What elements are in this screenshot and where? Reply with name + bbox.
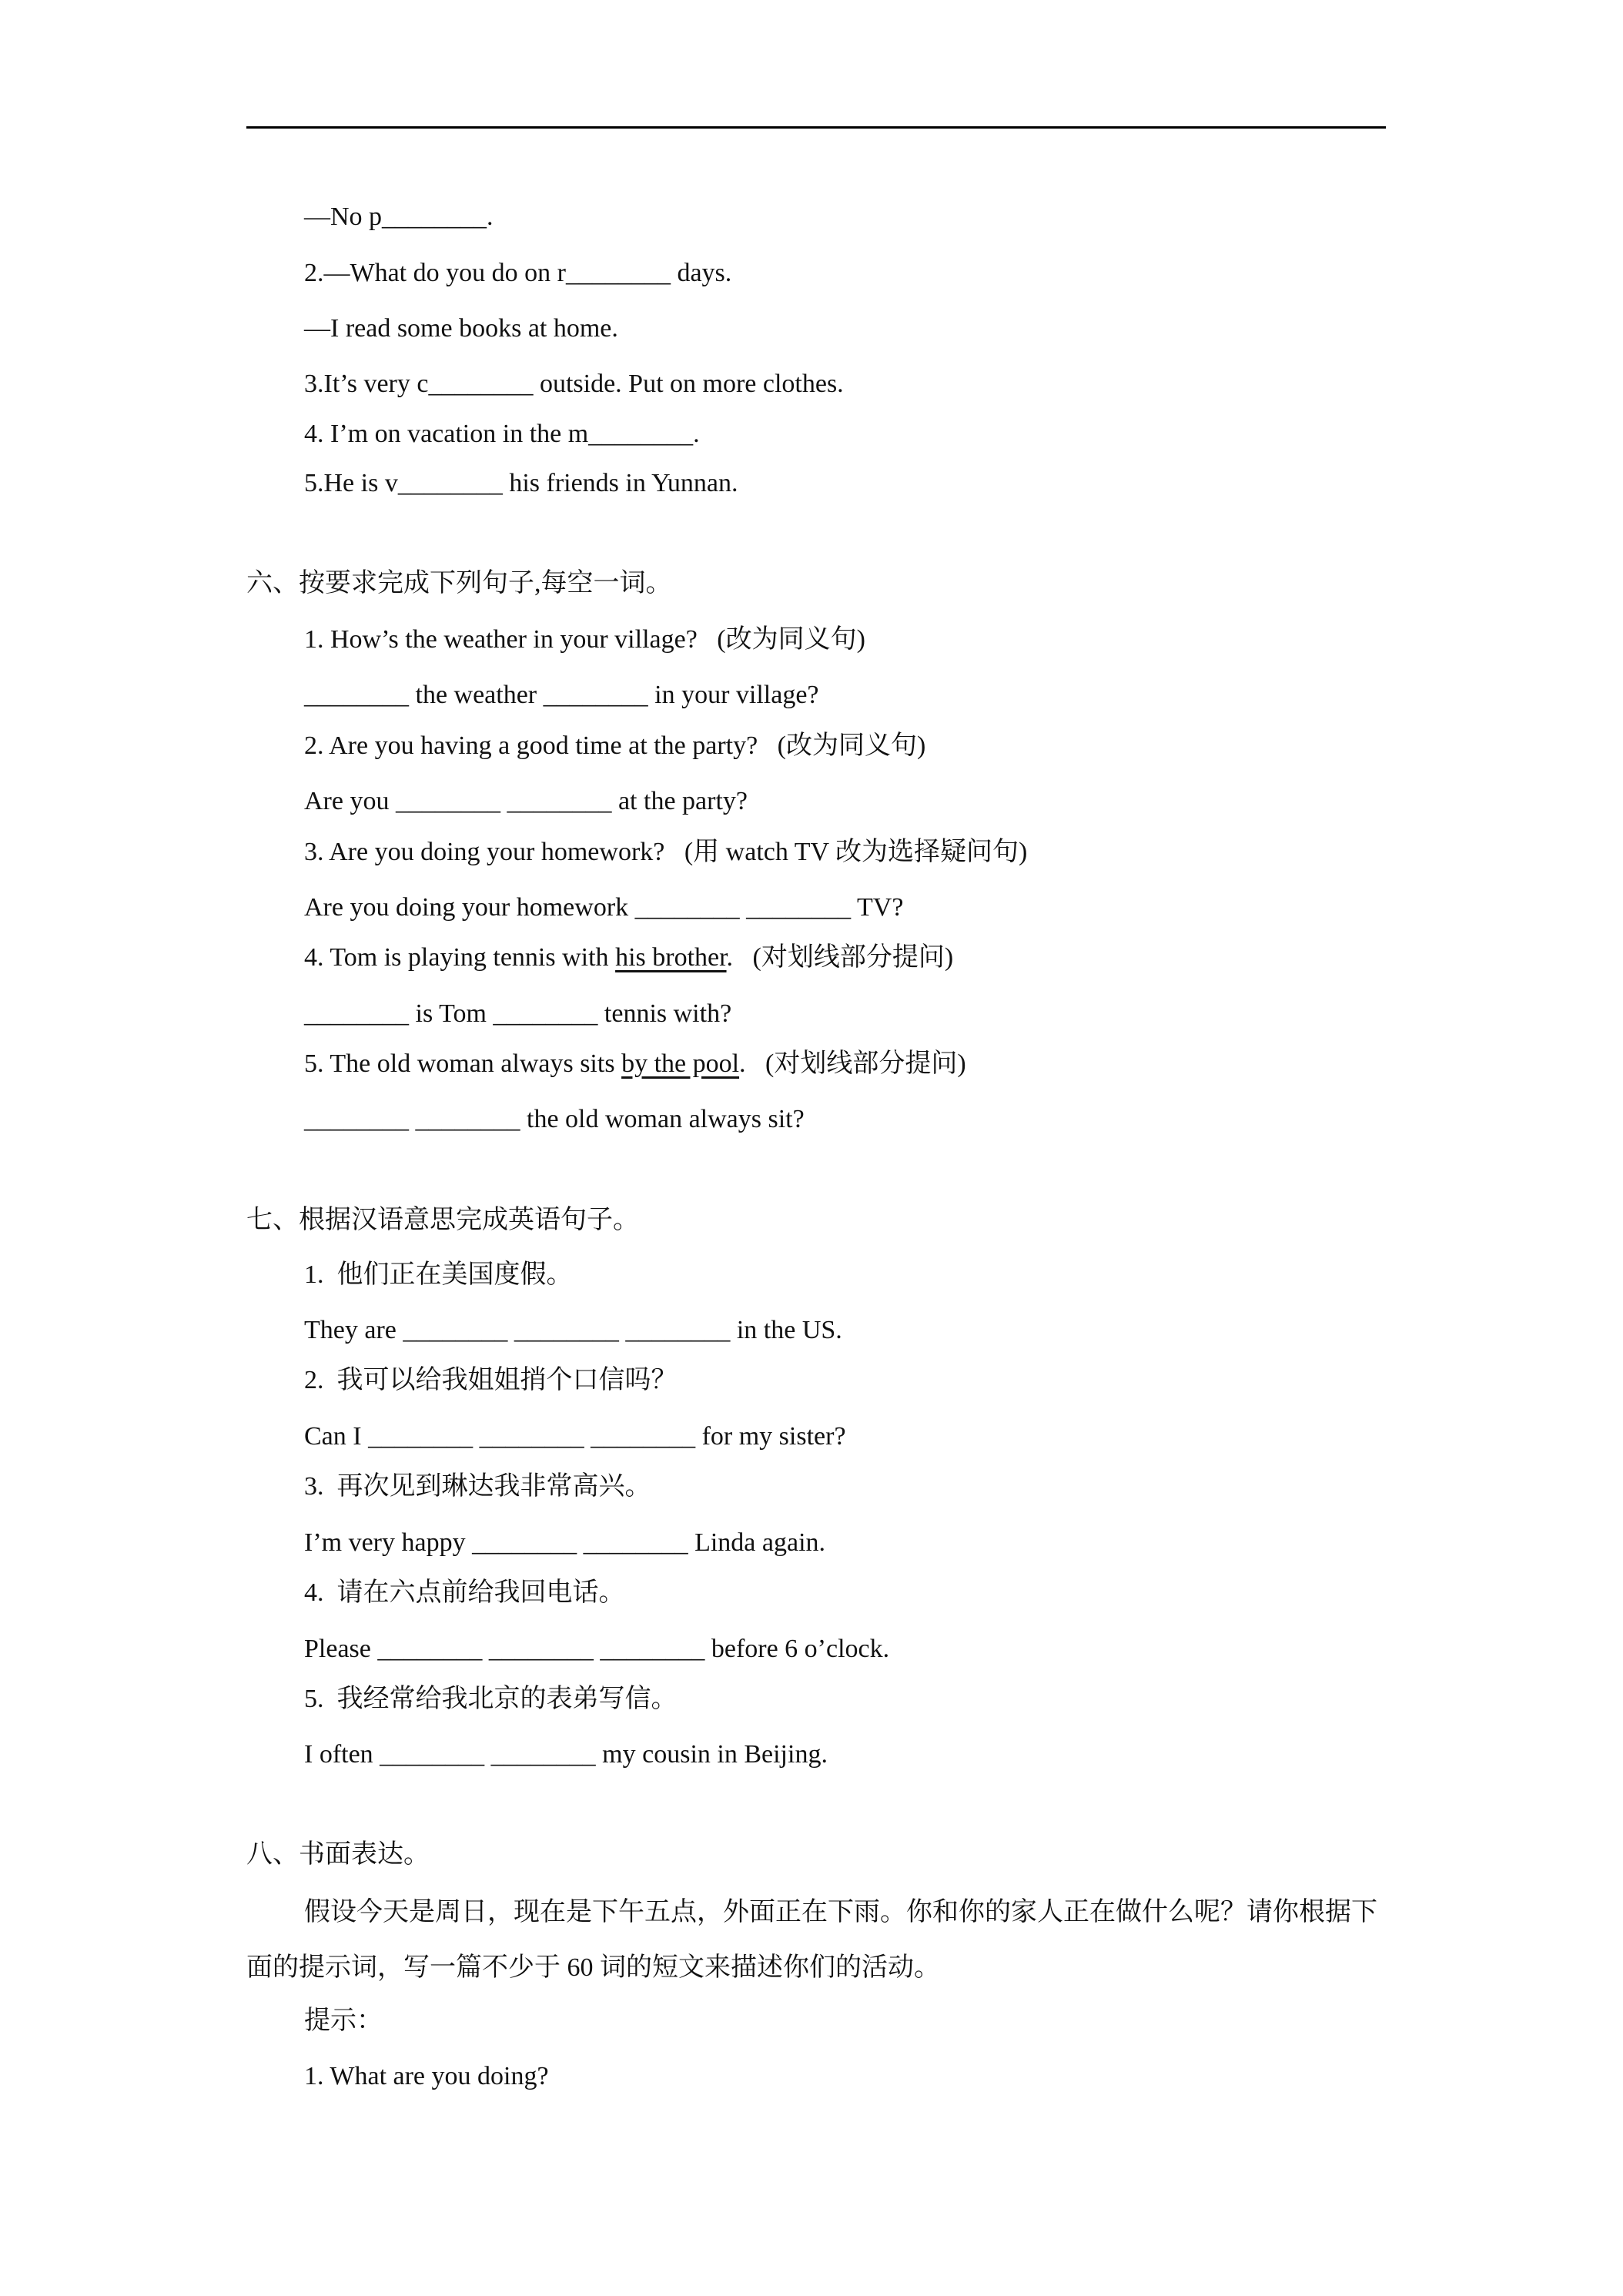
s7-english-5: I often ________ ________ my cousin in Beijing. <box>304 1740 828 1769</box>
s7-chinese-1: 1. 他们正在美国度假。 <box>304 1260 573 1289</box>
s6-answer-1: ________ the weather ________ in your village? <box>304 681 819 709</box>
s6-q5-underlined: by the pool <box>621 1049 740 1078</box>
header-rule <box>246 126 1386 129</box>
s6-answer-5: ________ ________ the old woman always sit? <box>304 1105 805 1133</box>
s7-chinese-3: 3. 再次见到琳达我非常高兴。 <box>304 1472 651 1501</box>
s6-answer-3: Are you doing your homework ________ ________ TV? <box>304 893 904 922</box>
s5-line-4: 3.It’s very c________ outside. Put on more clothes. <box>304 370 844 398</box>
s7-english-4: Please ________ ________ ________ before 6 o’clock. <box>304 1635 890 1663</box>
s6-q5-text: 5. The old woman always sits <box>304 1049 622 1078</box>
section8-heading: 八、书面表达。 <box>246 1840 430 1869</box>
s7-chinese-2: 2. 我可以给我姐姐捎个口信吗？ <box>304 1366 678 1394</box>
s6-q4-underlined: his brother <box>615 943 727 972</box>
s7-english-3: I’m very happy ________ ________ Linda again. <box>304 1528 826 1557</box>
s6-question-1: 1. How’s the weather in your village? (改为同义句) <box>304 625 865 654</box>
s8-hint-label: 提示： <box>304 2006 383 2035</box>
s7-english-1: They are ________ ________ ________ in the US. <box>304 1316 842 1344</box>
section7-heading: 七、根据汉语意思完成英语句子。 <box>246 1206 639 1234</box>
s8-hint-1: 1. What are you doing? <box>304 2062 549 2090</box>
s5-line-2: 2.—What do you do on r________ days. <box>304 259 732 287</box>
s6-q4-instruction: . (对划线部分提问) <box>726 943 954 972</box>
s7-chinese-5: 5. 我经常给我北京的表弟写信。 <box>304 1685 678 1713</box>
s6-question-4 <box>304 942 953 973</box>
section6-heading: 六、按要求完成下列句子,每空一词。 <box>246 569 672 597</box>
s6-question-2: 2. Are you having a good time at the party? (改为同义句) <box>304 731 926 760</box>
s6-question-5 <box>304 1049 966 1079</box>
s7-english-2: Can I ________ ________ ________ for my sister? <box>304 1422 846 1451</box>
s6-q4-text: 4. Tom is playing tennis with <box>304 943 616 972</box>
s5-line-5: 4. I’m on vacation in the m________. <box>304 420 700 448</box>
s6-answer-4: ________ is Tom ________ tennis with? <box>304 999 732 1028</box>
s8-prompt: 假设今天是周日，现在是下午五点，外面正在下雨。你和你的家人正在做什么呢？请你根据下面的提示词，写一篇不少于 60 词的短文来描述你们的活动。 <box>246 1898 1377 1982</box>
s6-question-3: 3. Are you doing your homework? (用 watch TV 改为选择疑问句) <box>304 838 1028 866</box>
s7-chinese-4: 4. 请在六点前给我回电话。 <box>304 1578 625 1607</box>
s6-answer-2: Are you ________ ________ at the party? <box>304 787 748 815</box>
s6-q5-instruction: . (对划线部分提问) <box>739 1049 966 1078</box>
s5-line-3: —I read some books at home. <box>304 314 618 343</box>
s5-line-1: —No p________. <box>304 202 494 231</box>
s5-line-6: 5.He is v________ his friends in Yunnan. <box>304 469 738 497</box>
